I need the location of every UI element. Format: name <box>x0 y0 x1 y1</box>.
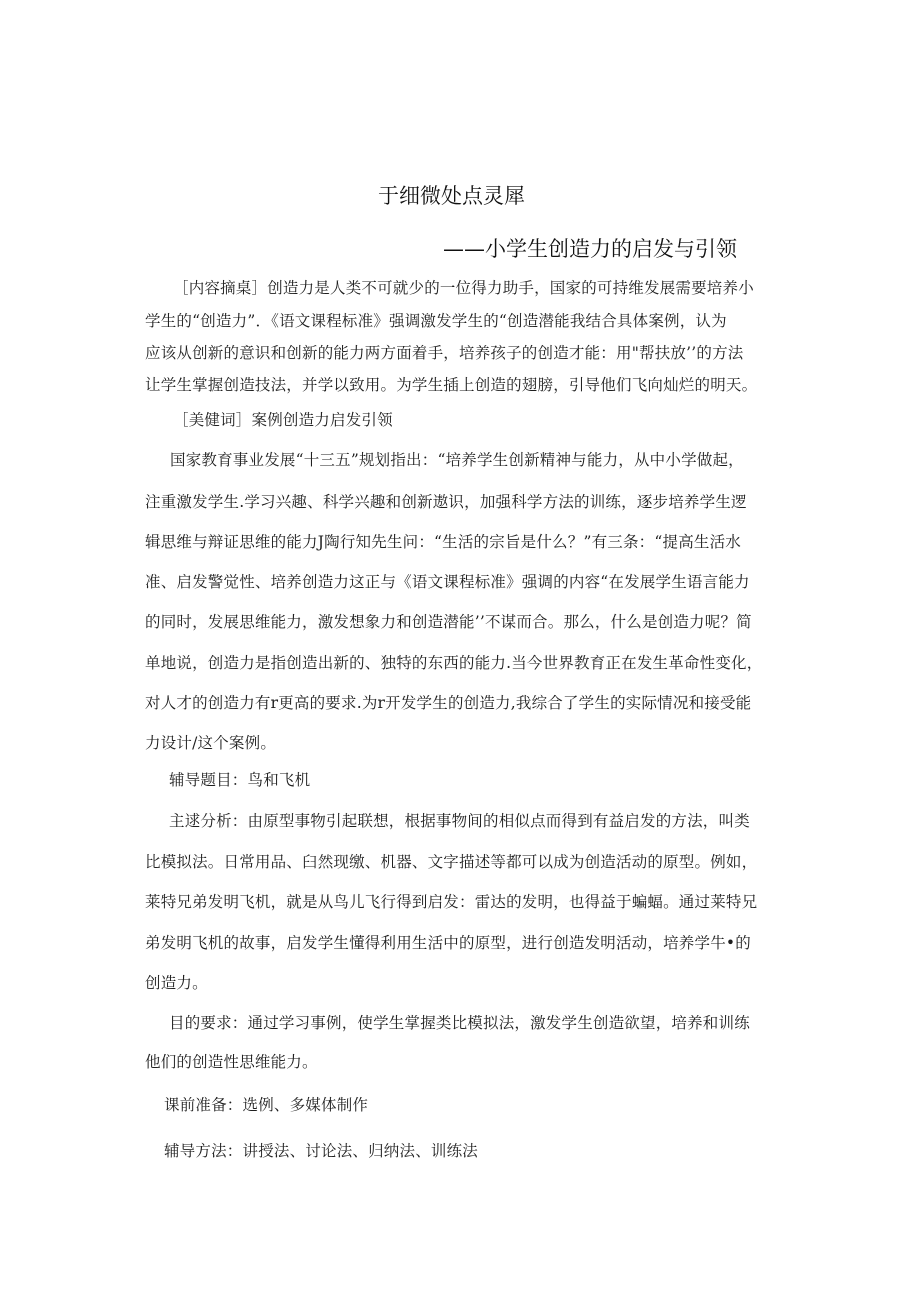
preparation-line: 课前准备：选例、多媒体制作 <box>164 1096 369 1114</box>
intro-line: 辑思维与辩证思维的能力J陶行知先生问：“生活的宗旨是什么？”有三条：“提高生活水 <box>145 533 741 551</box>
analysis-line: 弟发明飞机的故事，启发学生懂得利用生活中的原型，进行创造发明活动，培养学牛•的 <box>145 934 751 952</box>
intro-line: 单地说，创造力是指创造出新的、独特的东西的能力.当今世界教育正在发生革命性变化， <box>145 654 763 672</box>
topic-line: 辅导题目：鸟和飞机 <box>169 771 311 789</box>
analysis-line: 比模拟法。日常用品、臼然现缴、机器、文字描述等都可以成为创造活动的原型。例如， <box>145 853 758 871</box>
intro-line: 准、启发警觉性、培养创造力这正与《语文课程标准》强调的内容“在发展学生语言能力 <box>145 573 750 591</box>
intro-line: 的同时，发展思维能力，激发想象力和创造潜能’’不谋而合。那么，什么是创造力呢？简 <box>145 613 752 631</box>
abstract-line: 应该从创新的意识和创新的能力两方面着手，培养孩子的创造才能：用"帮扶放’’的方法 <box>145 344 744 362</box>
abstract-line: 学生的“创造力”．《语文课程标准》强调激发学生的“创造潜能我结合具体案例，认为 <box>145 312 727 330</box>
goal-line: 他们的创造性思维能力。 <box>145 1053 318 1071</box>
document-title: 于细微处点灵犀 <box>378 184 525 208</box>
intro-line: 注重激发学生.学习兴趣、科学兴趣和创新遨识，加强科学方法的训练，逐步培养学生逻 <box>145 493 747 511</box>
methods-line: 辅导方法：讲授法、讨论法、归纳法、训练法 <box>164 1142 479 1160</box>
analysis-line: 主逑分析：由原型事物引起联想，根据事物间的相似点而得到有益启发的方法，叫类 <box>169 812 750 830</box>
intro-line: 力设计/这个案例。 <box>145 734 277 752</box>
intro-line: 国家教育事业发展“十三五”规划指出：“培养学生创新精神与能力，从中小学做起， <box>170 451 744 469</box>
document-subtitle: ——小学生创造力的启发与引领 <box>443 237 737 261</box>
analysis-line: 莱特兄弟发明飞机，就是从鸟儿飞行得到启发：雷达的发明，也得益于蝙蝠。通过莱特兄 <box>145 893 758 911</box>
analysis-line: 创造力。 <box>145 974 208 992</box>
keywords-line: ［美健词］案例创造力启发引领 <box>173 411 393 429</box>
goal-line: 目的要求：通过学习事例，使学生掌握类比模拟法，激发学生创造欲望，培养和训练 <box>169 1014 750 1032</box>
abstract-line: ［内容摘桌］创造力是人类不可就少的一位得力助手，国家的可持维发展需要培养小 <box>173 279 754 297</box>
abstract-line: 让学生掌握创造技法，并学以致用。为学生插上创造的翅膀，引导他们飞向灿烂的明天。 <box>145 376 758 394</box>
intro-line: 对人才的创造力有r更高的要求.为r开发学生的创造力,我综合了学生的实际情况和接受能 <box>145 694 752 712</box>
